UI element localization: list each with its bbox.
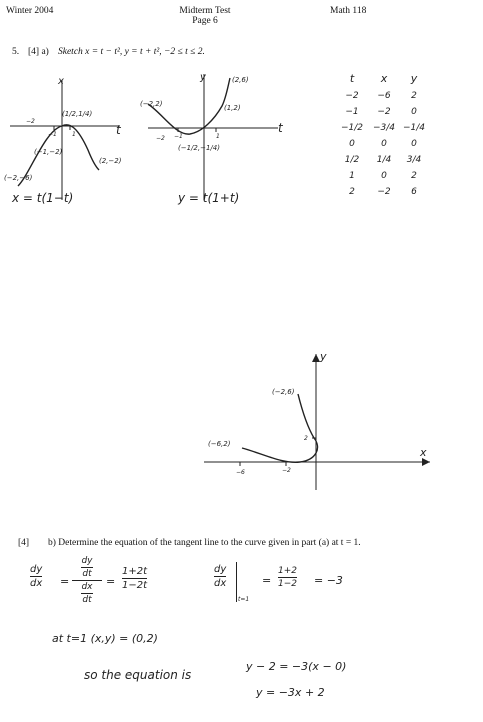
num2: 1+2 bbox=[278, 566, 297, 576]
table-row bbox=[336, 171, 428, 187]
at-point: at t=1 (x,y) = (0,2) bbox=[52, 632, 158, 645]
table-cell: −2 bbox=[377, 187, 391, 197]
graph-x-two: (2,−2) bbox=[99, 157, 122, 165]
marks-a: [4] a) bbox=[28, 47, 49, 57]
graph-y-caption: y = t(1+t) bbox=[178, 191, 240, 205]
graph-x-tick-neg1: −1 bbox=[48, 131, 57, 138]
table-cell: 0 bbox=[411, 139, 417, 149]
graph-x-neg-one: (−1,−2) bbox=[34, 148, 63, 156]
table-cell: −1/2 bbox=[340, 123, 364, 133]
table-cell: 0 bbox=[381, 171, 387, 181]
graph-xy-tick-2: 2 bbox=[304, 435, 308, 442]
eval-bar bbox=[236, 562, 237, 602]
graph-x-tick-1: 1 bbox=[72, 131, 76, 138]
table-row bbox=[336, 123, 428, 139]
eval-sub: t=1 bbox=[238, 596, 250, 603]
frac-chain bbox=[72, 556, 102, 605]
table-cell: 2 bbox=[411, 171, 417, 181]
so-equation: so the equation is bbox=[84, 668, 192, 682]
header-left: Winter 2004 bbox=[6, 6, 54, 16]
graph-x-of-t bbox=[0, 70, 130, 210]
equation-2: y = −3x + 2 bbox=[256, 686, 325, 699]
equation-1: y − 2 = −3(x − 0) bbox=[246, 660, 347, 673]
den1: 1−2t bbox=[122, 580, 148, 591]
graph-xy-left-point: (−6,2) bbox=[208, 440, 231, 448]
graph-y-var: t bbox=[278, 121, 283, 135]
table-row bbox=[336, 91, 428, 107]
table-cell: 2 bbox=[349, 187, 355, 197]
graph-y-tick-neg2: −2 bbox=[156, 135, 165, 142]
frac-result-1 bbox=[122, 566, 147, 591]
graph-x-var: t bbox=[116, 123, 121, 137]
table-cell: 1/2 bbox=[344, 155, 360, 165]
frac-dydx-eval: dy dx bbox=[214, 564, 227, 589]
graph-x-axis-label: x bbox=[58, 76, 64, 87]
graph-xy-x-label: x bbox=[420, 446, 427, 459]
table-row bbox=[336, 155, 428, 171]
table-cell: 0 bbox=[381, 139, 387, 149]
graph-xy-tick-neg6: −6 bbox=[236, 469, 245, 476]
graph-y-tick-1: 1 bbox=[216, 133, 220, 140]
part-b-question: b) Determine the equation of the tangent line to the curve given in part (a) at t = 1. bbox=[48, 538, 361, 548]
graph-xy-top-point: (−2,6) bbox=[272, 388, 295, 396]
graph-y-two: (2,6) bbox=[232, 76, 249, 84]
num1: 1+2t bbox=[122, 566, 148, 577]
table-body bbox=[336, 91, 428, 203]
table-cell: −3/4 bbox=[372, 123, 396, 133]
table-cell: 1/4 bbox=[376, 155, 392, 165]
values-table bbox=[336, 72, 428, 203]
graph-x-neg-two: (−2,−6) bbox=[4, 174, 33, 182]
table-cell: 2 bbox=[411, 91, 417, 101]
table-cell: −6 bbox=[377, 91, 391, 101]
table-row bbox=[336, 187, 428, 203]
eq-sign-2: = bbox=[106, 575, 116, 588]
problem-statement: Sketch x = t − t², y = t + t², −2 ≤ t ≤ 2. bbox=[58, 47, 205, 57]
graph-y-axis-label: y bbox=[200, 72, 206, 83]
table-header-x: x bbox=[380, 72, 388, 85]
table-cell: −2 bbox=[377, 107, 391, 117]
graph-y-tick-neg1: −1 bbox=[174, 133, 183, 140]
table-row bbox=[336, 107, 428, 123]
table-header bbox=[336, 72, 428, 85]
frac-dydx: dy dx bbox=[30, 564, 43, 589]
graph-y-of-t bbox=[138, 70, 288, 210]
header-title: Midterm Test bbox=[179, 6, 231, 16]
frac-result-2 bbox=[278, 566, 297, 589]
graph-x-caption: x = t(1−t) bbox=[12, 191, 74, 205]
graph-parametric-curve bbox=[198, 350, 438, 490]
graph-xy-tick-neg2: −2 bbox=[282, 467, 291, 474]
table-cell: 6 bbox=[411, 187, 417, 197]
table-cell: 1 bbox=[349, 171, 355, 181]
graph-x-peak: (1/2,1/4) bbox=[62, 110, 93, 118]
graph-x-tick-neg2: −2 bbox=[26, 118, 35, 125]
result: = −3 bbox=[314, 574, 343, 587]
graph-y-vertex: (−1/2,−1/4) bbox=[178, 144, 220, 152]
header-page: Page 6 bbox=[192, 16, 218, 26]
table-cell: 0 bbox=[411, 107, 417, 117]
table-cell: −1/4 bbox=[402, 123, 426, 133]
eq-sign-1: = bbox=[60, 575, 70, 588]
graph-xy-y-label: y bbox=[320, 350, 327, 363]
graph-y-one: (1,2) bbox=[224, 104, 241, 112]
den2: 1−2 bbox=[278, 579, 297, 589]
table-cell: 3/4 bbox=[406, 155, 422, 165]
table-cell: −1 bbox=[345, 107, 359, 117]
frac-dydt: $\frac{dy}{dt}$ bbox=[81, 556, 93, 579]
header-right: Math 118 bbox=[330, 6, 367, 16]
table-cell: 0 bbox=[349, 139, 355, 149]
problem-number: 5. bbox=[12, 47, 20, 57]
header-center bbox=[175, 6, 235, 26]
table-header-t: t bbox=[349, 72, 355, 85]
graph-y-neg-two: (−2,2) bbox=[140, 100, 163, 108]
table-cell: −2 bbox=[345, 91, 359, 101]
table-header-y: y bbox=[410, 72, 418, 85]
marks-b: [4] bbox=[18, 538, 30, 548]
frac-dxdt: $\frac{dx}{dt}$ bbox=[81, 582, 93, 605]
eq-sign-3: = bbox=[262, 574, 272, 587]
table-row bbox=[336, 139, 428, 155]
